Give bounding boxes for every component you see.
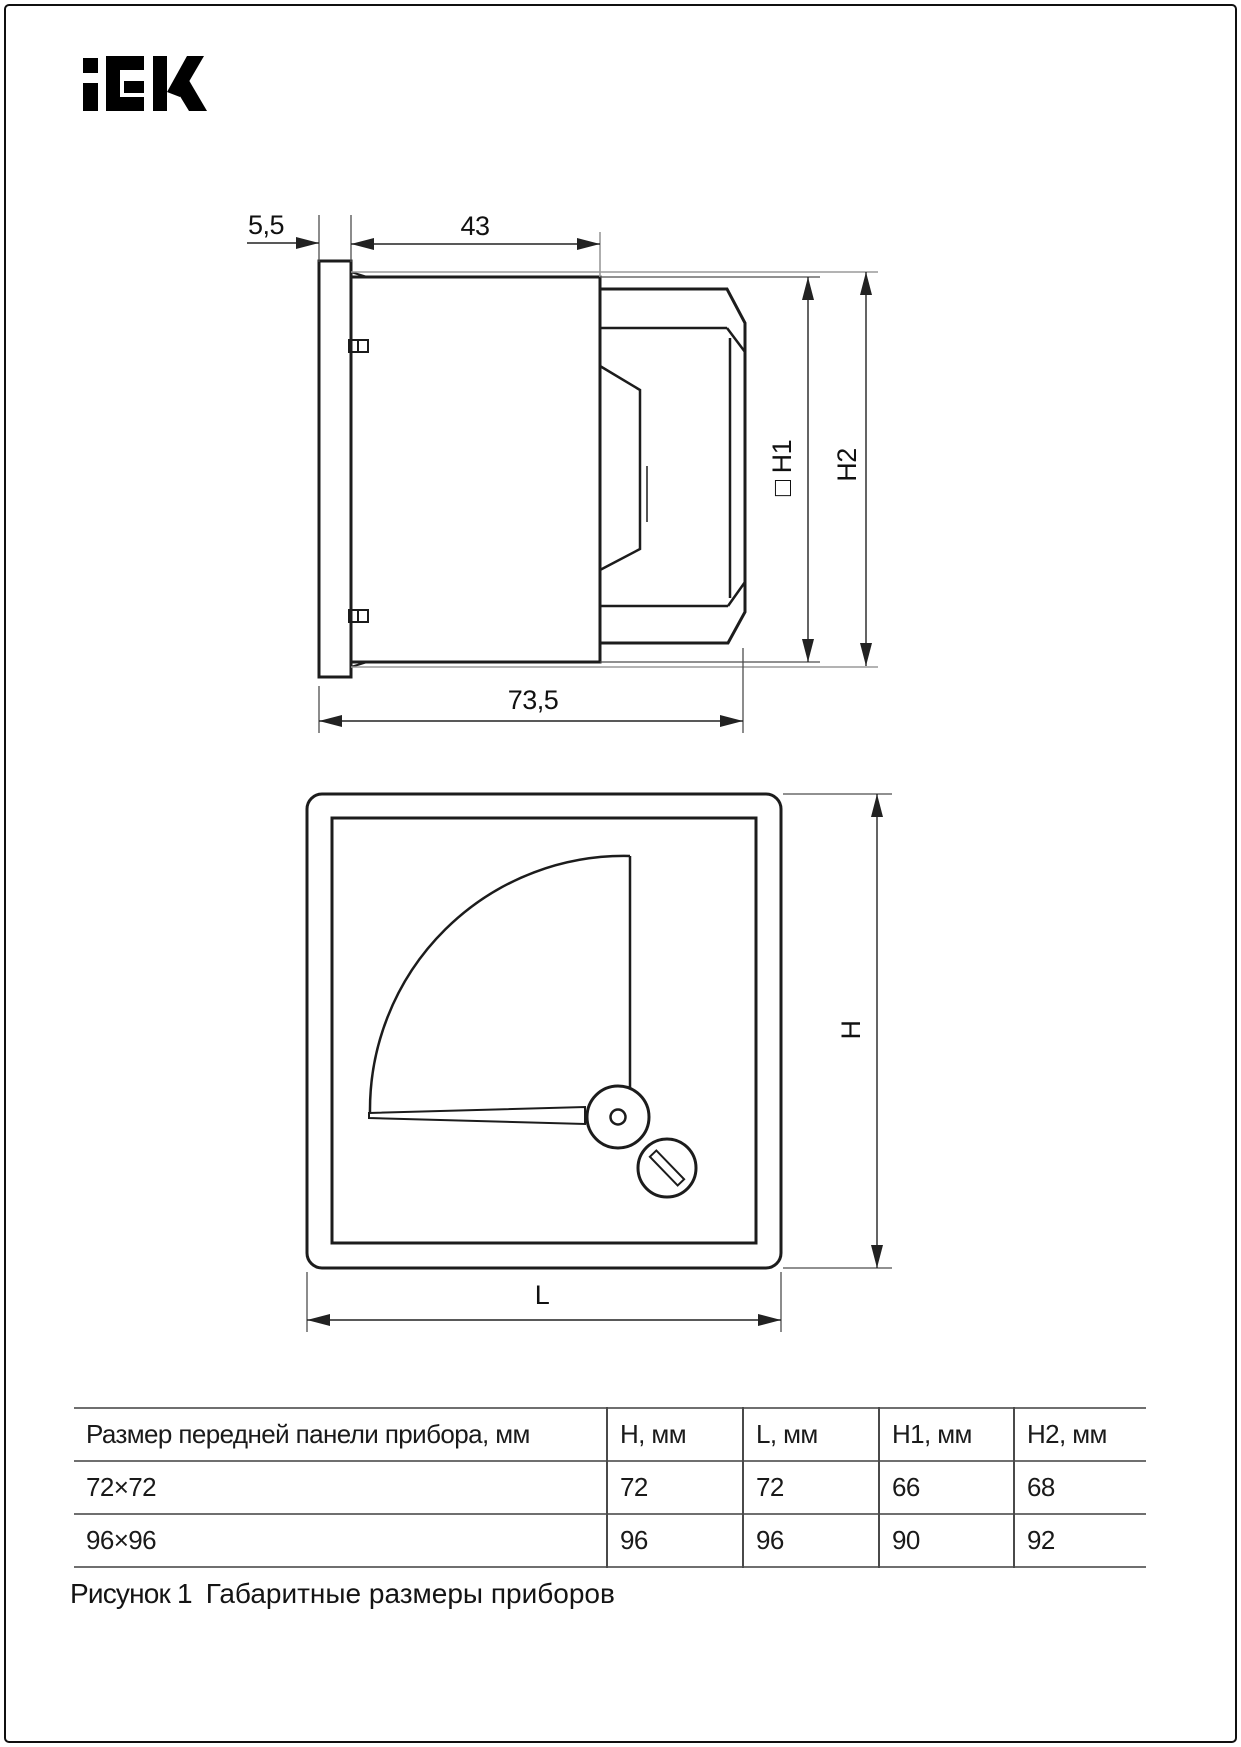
cell-h-96: 96 [607,1514,743,1567]
side-mechanism [600,366,640,570]
cell-size-72: 72×72 [86,1472,157,1502]
dim-label-h1: □ H1 [767,439,797,497]
table-header-row [74,1408,1146,1461]
pivot-hole [611,1110,626,1125]
header-h: H, мм [607,1408,743,1461]
dim-label-5-5: 5,5 [247,210,285,240]
cell-size-96: 96×96 [86,1525,157,1555]
cell-h1-72: 66 [879,1461,1014,1514]
figure-caption-number: Рисунок 1 [70,1578,192,1609]
scale-arc [370,856,630,1113]
table-row [74,1461,1146,1514]
side-view-dimensions [247,210,878,733]
side-view [319,261,745,677]
cell-h2-72: 68 [1014,1461,1146,1514]
figure-caption [70,1578,615,1610]
front-view [307,794,781,1268]
dim-label-h2: H2 [832,448,862,482]
side-bezel [319,261,351,677]
dim-label-l: L [534,1280,550,1310]
side-body [351,277,600,662]
dim-label-h: H [836,1020,866,1040]
cell-h-72: 72 [607,1461,743,1514]
cell-l-96: 96 [743,1514,879,1567]
header-h2: H2, мм [1014,1408,1146,1461]
dimensions-table [74,1407,1146,1568]
front-bezel [307,794,781,1268]
cell-l-72: 72 [743,1461,879,1514]
dim-label-73-5: 73,5 [507,685,559,715]
figure-caption-text: Габаритные размеры приборов [205,1578,615,1609]
table-row [74,1514,1146,1567]
dim-label-43: 43 [460,211,490,241]
side-rear-case [600,289,745,643]
front-view-dimensions [307,794,892,1332]
cell-h1-96: 90 [879,1514,1014,1567]
cell-h2-96: 92 [1014,1514,1146,1567]
header-h1: H1, мм [879,1408,1014,1461]
pointer-needle [369,1107,585,1124]
header-l: L, мм [743,1408,879,1461]
header-panel-size: Размер передней панели прибора, мм [86,1419,530,1449]
